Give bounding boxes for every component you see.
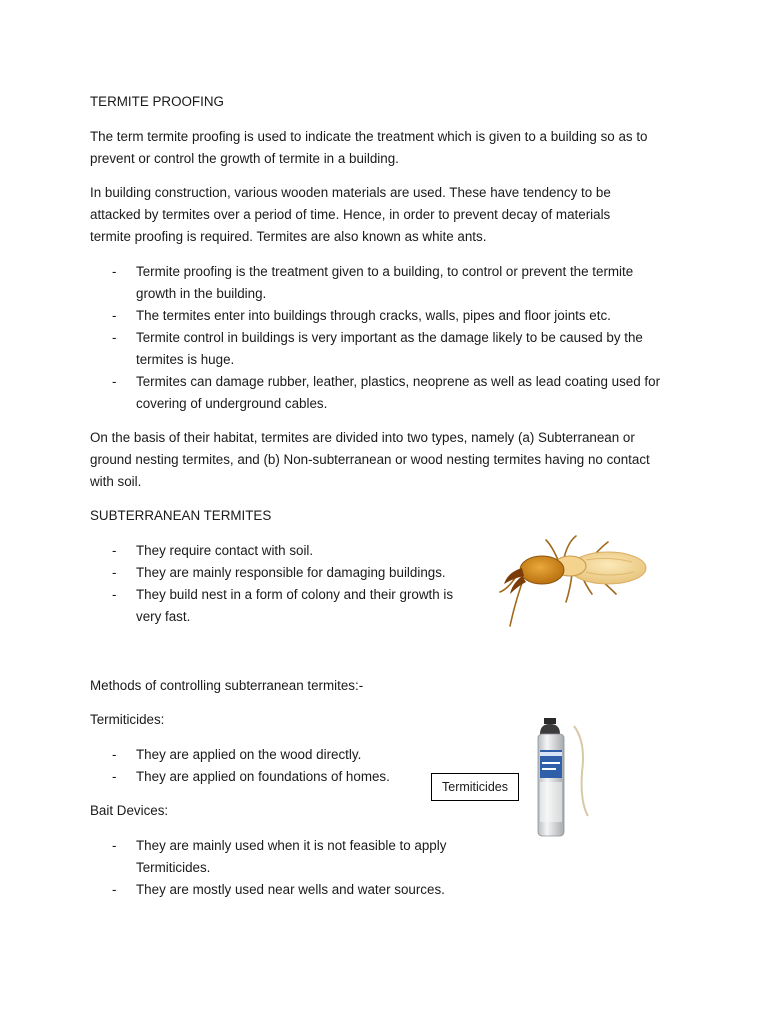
- list-item-line: covering of underground cables.: [136, 396, 328, 411]
- list-item-line: They require contact with soil.: [136, 543, 314, 558]
- list-item-text: [136, 835, 446, 879]
- methods-heading: Methods of controlling subterranean termites:-: [90, 678, 364, 693]
- bullet-marker: -: [112, 747, 117, 762]
- termiticides-heading: Termiticides:: [90, 712, 165, 727]
- list-item-text: [136, 584, 453, 628]
- bullet-marker: -: [112, 565, 117, 580]
- list-item-line: termites is huge.: [136, 352, 235, 367]
- list-item-text: [136, 879, 445, 901]
- list-item-line: very fast.: [136, 609, 191, 624]
- list-item-line: They are applied on foundations of homes.: [136, 769, 390, 784]
- list-item-line: They build nest in a form of colony and their growth is: [136, 587, 454, 602]
- subterranean-heading: SUBTERRANEAN TERMITES: [90, 508, 272, 523]
- list-item-text: [136, 562, 446, 584]
- list-item-text: [136, 744, 361, 766]
- list-item-line: Termiticides.: [136, 860, 211, 875]
- list-item-line: They are mainly used when it is not feasible to apply: [136, 838, 447, 853]
- list-item-line: They are mainly responsible for damaging buildings.: [136, 565, 446, 580]
- list-item-text: [136, 371, 660, 415]
- intro-line-1: The term termite proofing is used to indicate the treatment which is given to a building so as to: [90, 129, 648, 144]
- list-item-line: They are applied on the wood directly.: [136, 747, 362, 762]
- bullet-marker: -: [112, 308, 117, 323]
- termiticides-callout: Termiticides: [431, 773, 519, 801]
- para3-line-2: ground nesting termites, and (b) Non-subterranean or wood nesting termites having no contact: [90, 452, 650, 467]
- bullet-marker: -: [112, 374, 117, 389]
- bullet-marker: -: [112, 543, 117, 558]
- list-item-line: The termites enter into buildings through cracks, walls, pipes and floor joints etc.: [136, 308, 611, 323]
- list-item-line: They are mostly used near wells and water sources.: [136, 882, 445, 897]
- bullet-marker: -: [112, 838, 117, 853]
- list-item-line: Termites can damage rubber, leather, plastics, neoprene as well as lead coating used for: [136, 374, 661, 389]
- para2-line-3: termite proofing is required. Termites are also known as white ants.: [90, 229, 487, 244]
- spray-can-image: [530, 712, 594, 842]
- bullet-marker: -: [112, 769, 117, 784]
- para2-line-2: attacked by termites over a period of time. Hence, in order to prevent decay of materials: [90, 207, 611, 222]
- termite-image: [496, 528, 656, 632]
- para2-line-1: In building construction, various wooden materials are used. These have tendency to be: [90, 185, 611, 200]
- intro-line-2: prevent or control the growth of termite in a building.: [90, 151, 399, 166]
- list-item-line: growth in the building.: [136, 286, 267, 301]
- list-item-text: [136, 766, 390, 788]
- list-item-text: [136, 540, 313, 562]
- list-item-text: [136, 305, 611, 327]
- bullet-marker: -: [112, 330, 117, 345]
- page-title: TERMITE PROOFING: [90, 94, 224, 109]
- bullet-marker: -: [112, 264, 117, 279]
- bullet-marker: -: [112, 587, 117, 602]
- list-item-text: [136, 327, 643, 371]
- list-item-text: [136, 261, 633, 305]
- bait-heading: Bait Devices:: [90, 803, 169, 818]
- list-item-line: Termite proofing is the treatment given to a building, to control or prevent the termite: [136, 264, 634, 279]
- para3-line-3: with soil.: [90, 474, 142, 489]
- para3-line-1: On the basis of their habitat, termites are divided into two types, namely (a) Subterranean or: [90, 430, 635, 445]
- list-item-line: Termite control in buildings is very important as the damage likely to be caused by the: [136, 330, 643, 345]
- bullet-marker: -: [112, 882, 117, 897]
